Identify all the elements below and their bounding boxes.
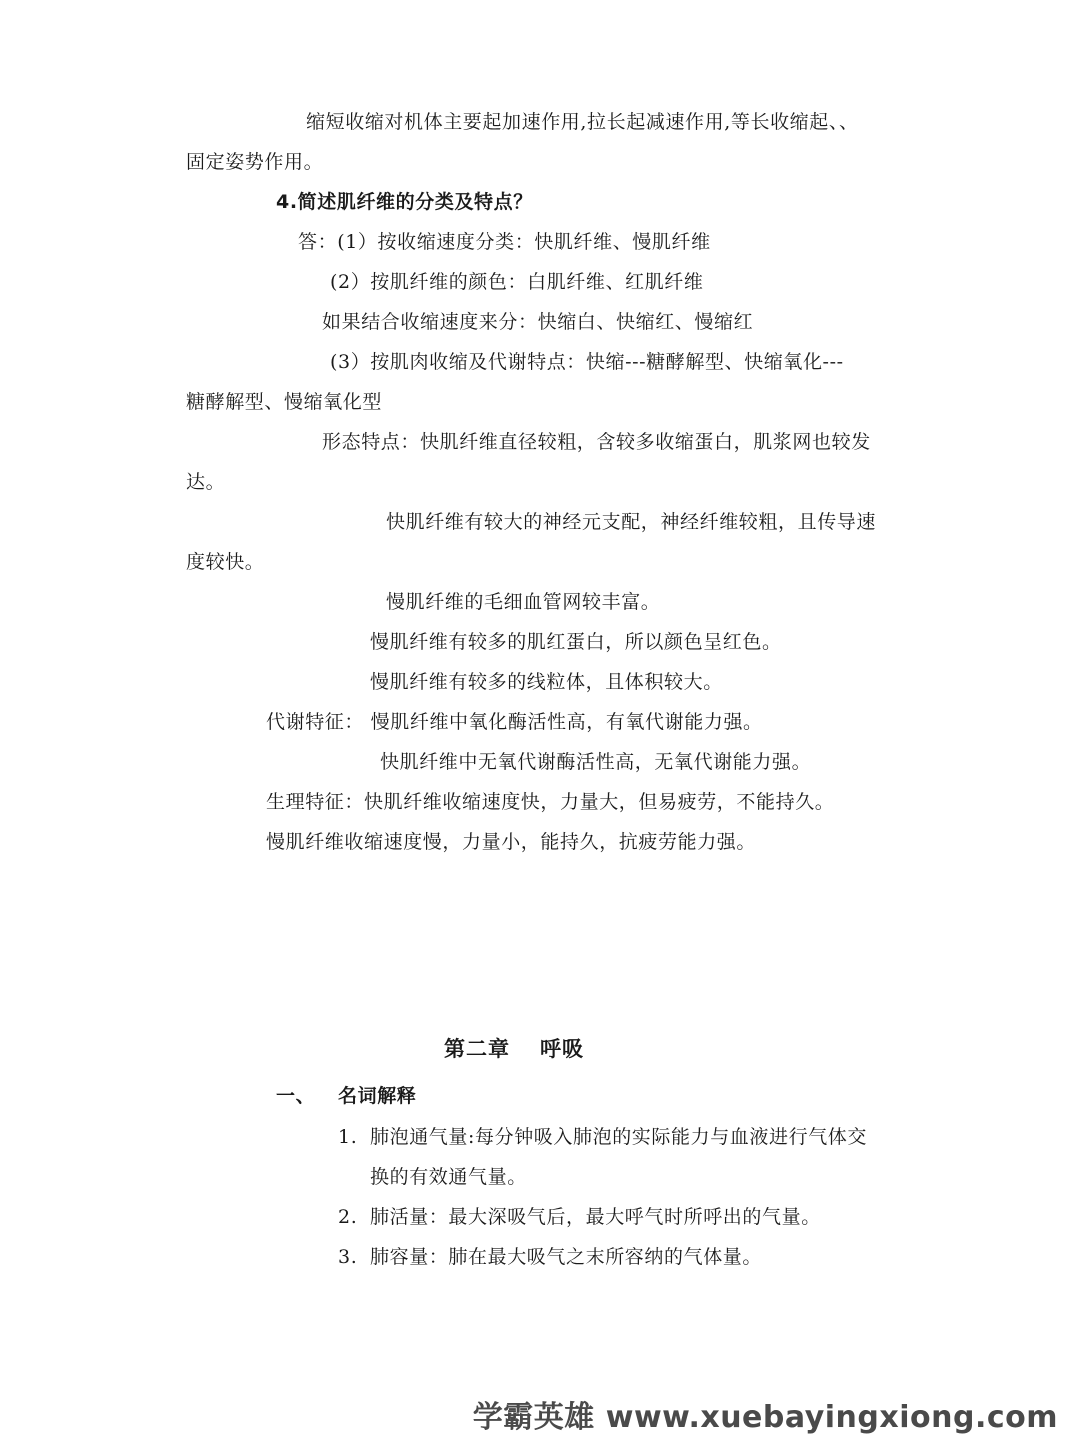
answer-line: (3）按肌肉收缩及代谢特点：快缩---糖酵解型、快缩氧化---	[330, 351, 844, 373]
section-number: 一、	[276, 1085, 316, 1107]
answer-line: 慢肌纤维有较多的线粒体，且体积较大。	[370, 671, 723, 693]
list-item	[338, 1124, 867, 1150]
watermark: 学霸英雄 www.xuebayingxiong.com	[472, 1400, 1058, 1435]
answer-line: 快肌纤维有较大的神经元支配，神经纤维较粗，且传导速	[386, 511, 877, 533]
answer-line: 慢肌纤维收缩速度慢，力量小，能持久，抗疲劳能力强。	[266, 831, 757, 853]
list-item-text: 肺容量：肺在最大吸气之末所容纳的气体量。	[370, 1246, 763, 1268]
answer-line: 快肌纤维中无氧代谢酶活性高，无氧代谢能力强。	[380, 751, 812, 773]
answer-line: 糖酵解型、慢缩氧化型	[186, 391, 383, 413]
section-title: 名词解释	[338, 1085, 417, 1107]
answer-line: 达。	[186, 471, 226, 493]
paragraph-line: 固定姿势作用。	[186, 151, 324, 173]
answer-line: 代谢特征： 慢肌纤维中氧化酶活性高，有氧代谢能力强。	[266, 711, 763, 733]
list-item	[338, 1244, 762, 1270]
list-item-continuation: 换的有效通气量。	[370, 1166, 527, 1188]
section-heading	[276, 1083, 416, 1109]
list-item-number: 1.	[338, 1126, 358, 1148]
answer-line: 慢肌纤维有较多的肌红蛋白，所以颜色呈红色。	[370, 631, 782, 653]
list-item	[338, 1204, 821, 1230]
list-item-text: 肺泡通气量:每分钟吸入肺泡的实际能力与血液进行气体交	[370, 1126, 868, 1148]
answer-line: (2）按肌纤维的颜色：白肌纤维、红肌纤维	[330, 271, 704, 293]
list-item-text: 肺活量：最大深吸气后，最大呼气时所呼出的气量。	[370, 1206, 821, 1228]
chapter-label: 第二章	[444, 1037, 510, 1061]
answer-line: 如果结合收缩速度来分：快缩白、快缩红、慢缩红	[322, 311, 754, 333]
paragraph-line: 缩短收缩对机体主要起加速作用,拉长起减速作用,等长收缩起、、	[306, 111, 859, 133]
chapter-title: 呼吸	[540, 1037, 584, 1061]
question-heading: 4.简述肌纤维的分类及特点？	[276, 191, 533, 213]
list-item-number: 3.	[338, 1246, 358, 1268]
answer-line: 生理特征：快肌纤维收缩速度快，力量大，但易疲劳，不能持久。	[266, 791, 835, 813]
answer-line: 形态特点：快肌纤维直径较粗，含较多收缩蛋白，肌浆网也较发	[322, 431, 871, 453]
answer-line: 慢肌纤维的毛细血管网较丰富。	[386, 591, 661, 613]
answer-line: 答：(1）按收缩速度分类：快肌纤维、慢肌纤维	[298, 231, 711, 253]
chapter-heading	[444, 1036, 584, 1062]
list-item-number: 2.	[338, 1206, 358, 1228]
answer-line: 度较快。	[186, 551, 265, 573]
